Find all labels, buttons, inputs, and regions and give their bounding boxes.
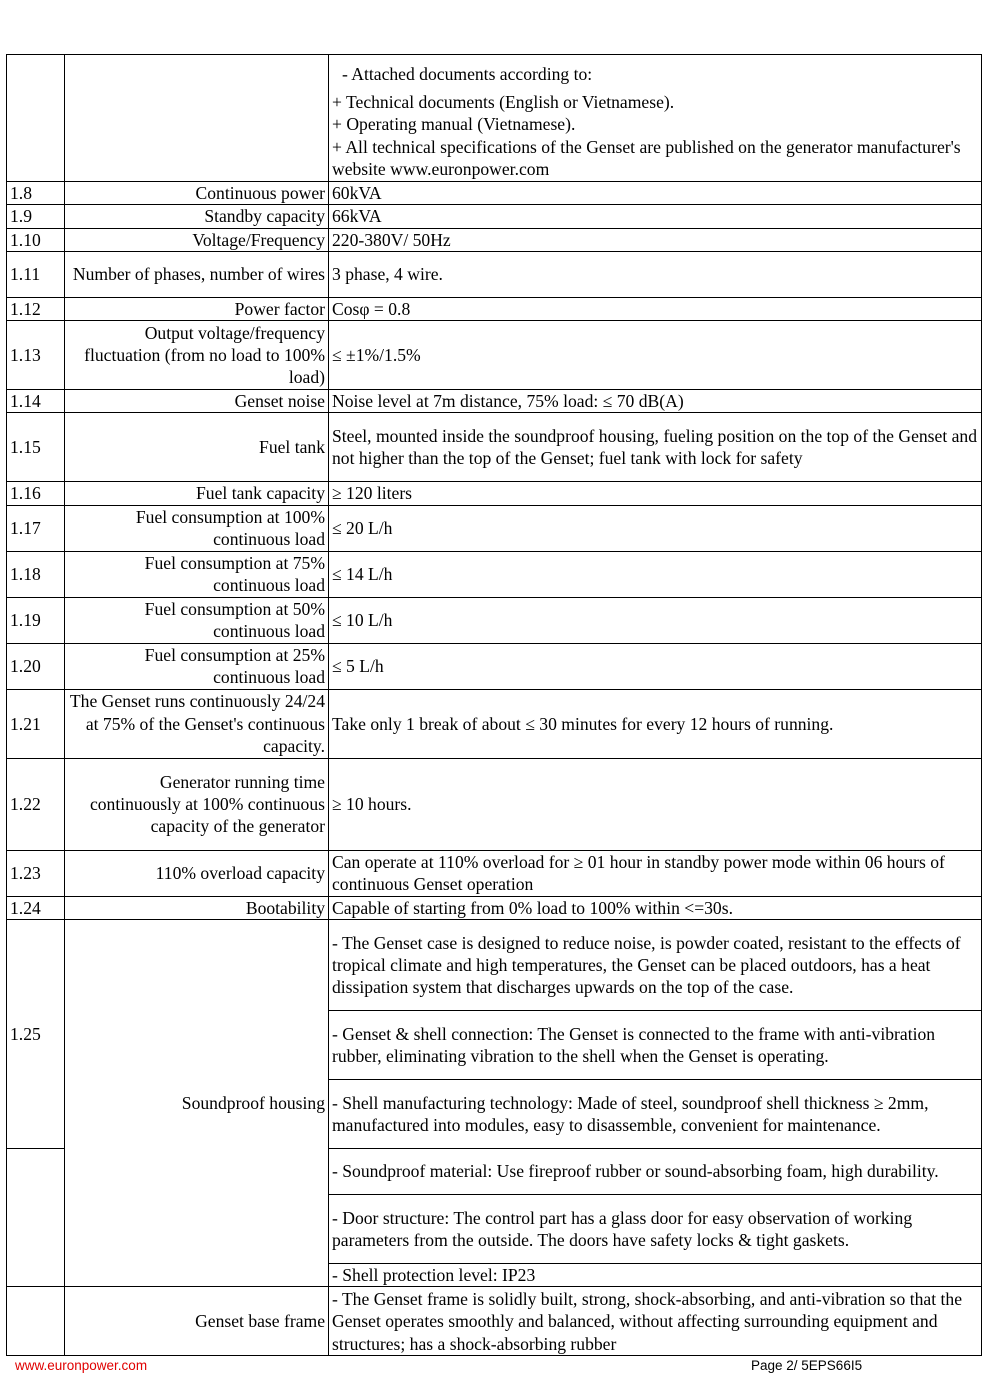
spec-table: [6, 54, 982, 1356]
row-value: Noise level at 7m distance, 75% load: ≤ 70 dB(A): [329, 390, 982, 413]
row-value: ≤ 5 L/h: [329, 643, 982, 689]
row-label: Power factor: [65, 297, 329, 320]
row-number: 1.8: [7, 182, 65, 205]
table-row: [7, 505, 982, 551]
table-row-intro: [7, 55, 982, 182]
table-row: [7, 297, 982, 320]
row-label: Number of phases, number of wires: [65, 251, 329, 297]
table-row: [7, 251, 982, 297]
housing-item: - Soundproof material: Use fireproof rubber or sound-absorbing foam, high durability.: [329, 1149, 982, 1195]
table-row: [7, 228, 982, 251]
row-number: 1.11: [7, 251, 65, 297]
table-row: [7, 551, 982, 597]
table-row: [7, 850, 982, 896]
attached-docs-item: + Technical documents (English or Vietnamese).: [332, 92, 675, 113]
table-row: [7, 413, 982, 482]
row-label: Fuel tank capacity: [65, 482, 329, 505]
row-label: Fuel tank: [65, 413, 329, 482]
table-row: [7, 390, 982, 413]
spec-sheet: [6, 54, 981, 1356]
row-number: 1.16: [7, 482, 65, 505]
row-label: Bootability: [65, 896, 329, 919]
row-label: Voltage/Frequency: [65, 228, 329, 251]
footer-page-number: Page 2/ 5EPS66I5: [751, 1358, 863, 1373]
footer-website[interactable]: www.euronpower.com: [15, 1358, 148, 1373]
row-value: ≤ 10 L/h: [329, 597, 982, 643]
row-number: 1.25: [7, 920, 65, 1149]
attached-docs-heading: - Attached documents according to:: [342, 63, 593, 84]
table-row: [7, 597, 982, 643]
row-label: Soundproof housing: [65, 920, 329, 1287]
table-row: [7, 321, 982, 390]
table-row: [7, 896, 982, 919]
row-number: 1.20: [7, 643, 65, 689]
attached-docs-item: + All technical specifications of the Genset are published on the generator manufacturer's website www.euronpower.com: [332, 136, 961, 179]
row-label: The Genset runs continuously 24/24 at 75% of the Genset's continuous capacity.: [65, 689, 329, 758]
table-row: [7, 205, 982, 228]
row-value: 220-380V/ 50Hz: [329, 228, 982, 251]
housing-item: - Door structure: The control part has a glass door for easy observation of working parameters from the outside. The doors have safety locks & tight gaskets.: [329, 1195, 982, 1264]
row-number: 1.14: [7, 390, 65, 413]
row-label: Generator running time continuously at 100% continuous capacity of the generator: [65, 758, 329, 850]
row-value: Take only 1 break of about ≤ 30 minutes for every 12 hours of running.: [329, 689, 982, 758]
row-number: [7, 1287, 65, 1356]
row-number: 1.21: [7, 689, 65, 758]
row-value: ≥ 120 liters: [329, 482, 982, 505]
row-label: Fuel consumption at 25% continuous load: [65, 643, 329, 689]
row-value: ≤ 14 L/h: [329, 551, 982, 597]
row-number: [7, 1149, 65, 1287]
row-label: Standby capacity: [65, 205, 329, 228]
attached-docs-item: + Operating manual (Vietnamese).: [332, 114, 576, 135]
row-number: 1.10: [7, 228, 65, 251]
row-label: 110% overload capacity: [65, 850, 329, 896]
housing-item: - Shell protection level: IP23: [329, 1264, 982, 1287]
row-value: ≥ 10 hours.: [329, 758, 982, 850]
row-label: Continuous power: [65, 182, 329, 205]
table-row: [7, 643, 982, 689]
table-row: [7, 182, 982, 205]
row-label: Genset base frame: [65, 1287, 329, 1356]
row-number: 1.9: [7, 205, 65, 228]
row-value: Can operate at 110% overload for ≥ 01 hour in standby power mode within 06 hours of continuous Genset operation: [329, 850, 982, 896]
row-value: ≤ ±1%/1.5%: [329, 321, 982, 390]
row-label: Output voltage/frequency fluctuation (from no load to 100% load): [65, 321, 329, 390]
row-value: 66kVA: [329, 205, 982, 228]
row-number: 1.13: [7, 321, 65, 390]
housing-item: - The Genset case is designed to reduce noise, is powder coated, resistant to the effects of tropical climate and high temperatures, the Genset can be placed outdoors, has a heat dissipation system that discharges upwards on the top of the case.: [329, 920, 982, 1011]
table-row: [7, 758, 982, 850]
row-value: [329, 55, 982, 182]
row-label: Fuel consumption at 50% continuous load: [65, 597, 329, 643]
row-value: - The Genset frame is solidly built, strong, shock-absorbing, and anti-vibration so that the Genset operates smoothly and balanced, without affecting surrounding equipment and structures; has a shock-absorbing rubber: [329, 1287, 982, 1356]
row-label: Fuel consumption at 75% continuous load: [65, 551, 329, 597]
row-number: 1.23: [7, 850, 65, 896]
row-value: 60kVA: [329, 182, 982, 205]
row-value: 3 phase, 4 wire.: [329, 251, 982, 297]
row-label: [65, 55, 329, 182]
row-label: Genset noise: [65, 390, 329, 413]
row-value: Capable of starting from 0% load to 100% within <=30s.: [329, 896, 982, 919]
row-number: 1.22: [7, 758, 65, 850]
row-number: 1.12: [7, 297, 65, 320]
row-number: 1.17: [7, 505, 65, 551]
housing-item: - Shell manufacturing technology: Made of steel, soundproof shell thickness ≥ 2mm, manufactured into modules, easy to disassemble, convenient for maintenance.: [329, 1080, 982, 1149]
housing-item: - Genset & shell connection: The Genset is connected to the frame with anti-vibration rubber, eliminating vibration to the shell when the Genset is operating.: [329, 1011, 982, 1080]
table-row: [7, 689, 982, 758]
row-value: ≤ 20 L/h: [329, 505, 982, 551]
row-number: 1.18: [7, 551, 65, 597]
table-row-frame: [7, 1287, 982, 1356]
row-value: Steel, mounted inside the soundproof housing, fueling position on the top of the Genset and not higher than the top of the Genset; fuel tank with lock for safety: [329, 413, 982, 482]
table-row: [7, 482, 982, 505]
row-number: 1.19: [7, 597, 65, 643]
row-number: 1.24: [7, 896, 65, 919]
row-number: 1.15: [7, 413, 65, 482]
row-value: Cosφ = 0.8: [329, 297, 982, 320]
row-number: [7, 55, 65, 182]
table-row-housing: [7, 920, 982, 1011]
row-label: Fuel consumption at 100% continuous load: [65, 505, 329, 551]
